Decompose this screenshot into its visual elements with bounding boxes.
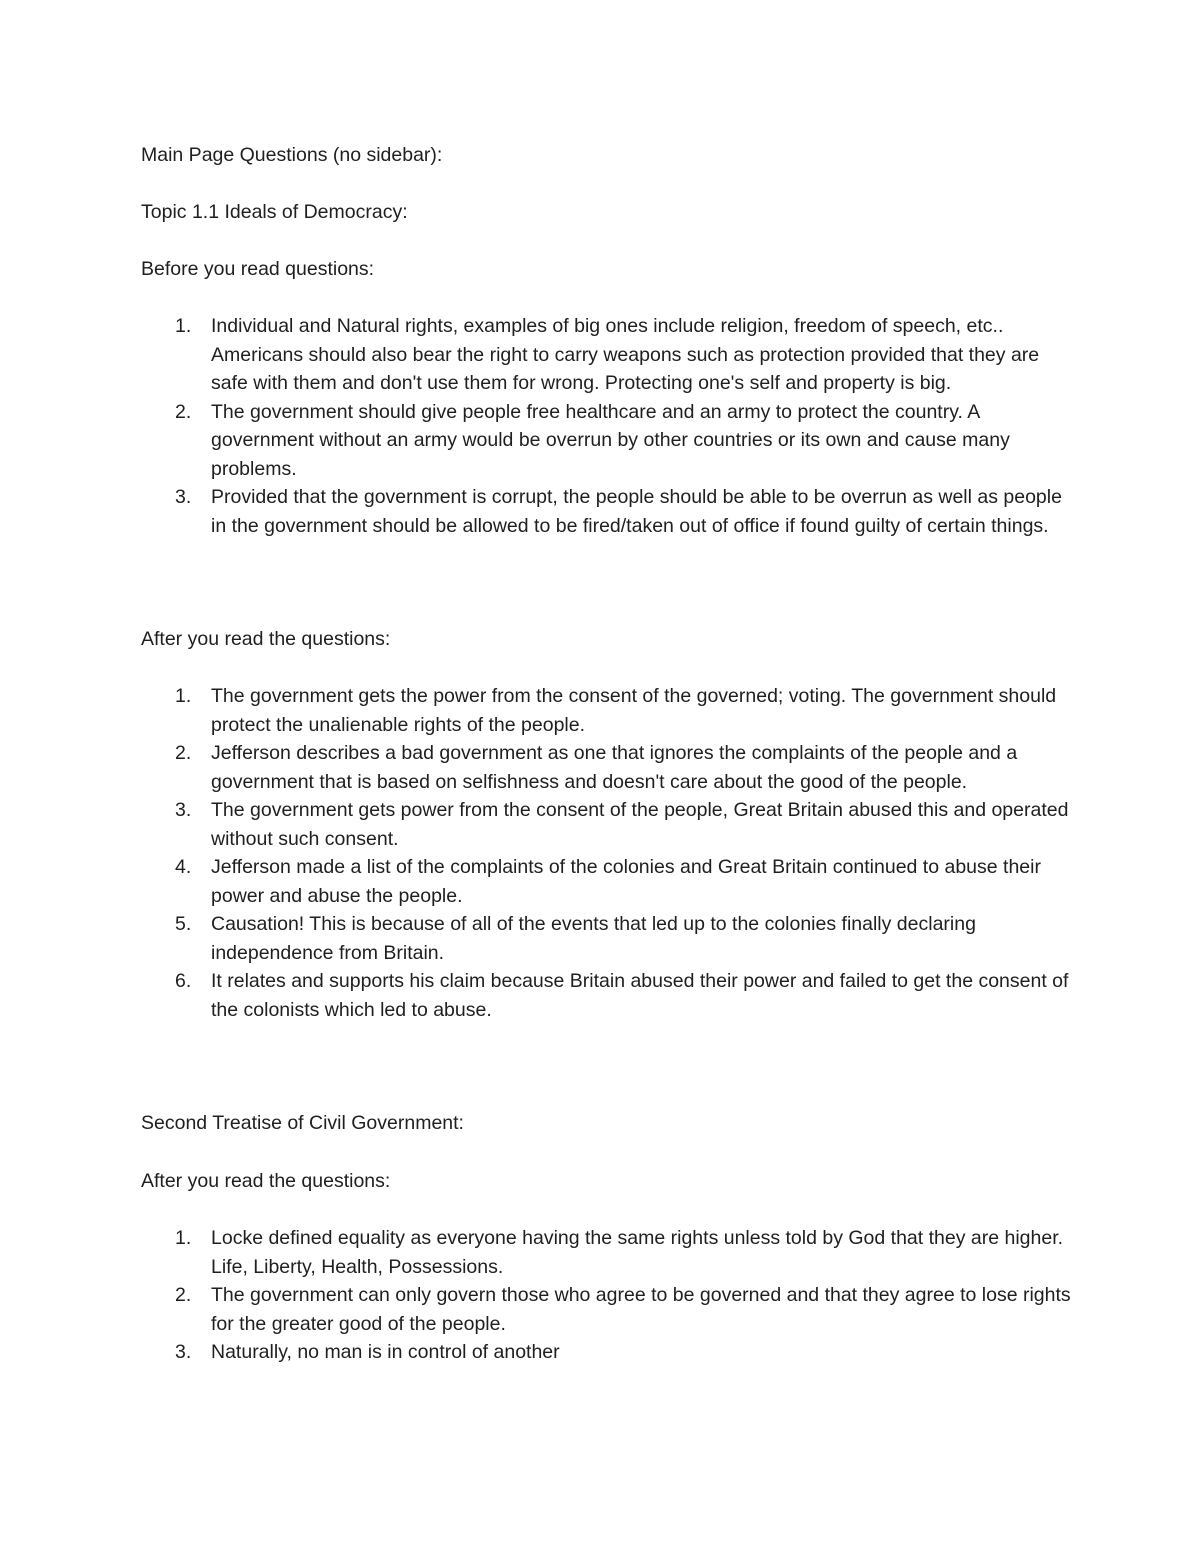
list-number: 2. bbox=[175, 742, 192, 764]
before-read-list bbox=[141, 312, 1081, 540]
treatise-heading: Second Treatise of Civil Government: bbox=[141, 1112, 464, 1134]
list-item-text: Naturally, no man is in control of another bbox=[211, 1341, 560, 1363]
list-item bbox=[141, 682, 1081, 739]
list-item bbox=[141, 398, 1081, 484]
page-heading: Main Page Questions (no sidebar): bbox=[141, 144, 443, 166]
list-item bbox=[141, 1224, 1081, 1281]
list-number: 5. bbox=[175, 913, 192, 935]
list-number: 3. bbox=[175, 486, 192, 508]
list-item-text: Individual and Natural rights, examples of big ones include religion, freedom of speech, etc.. Americans should also bear the right to carry weapons such as protection provided that they are safe with them and don't use them for wrong. Protecting one's self and property is big. bbox=[211, 315, 1040, 394]
list-item bbox=[141, 967, 1081, 1024]
list-item-text: Jefferson describes a bad government as one that ignores the complaints of the people and a government that is based on selfishness and doesn't care about the good of the people. bbox=[211, 742, 1018, 793]
list-number: 2. bbox=[175, 1284, 192, 1306]
list-number: 3. bbox=[175, 1341, 192, 1363]
list-item-text: It relates and supports his claim because Britain abused their power and failed to get the consent of the colonists which led to abuse. bbox=[211, 970, 1069, 1021]
list-item-text: The government should give people free healthcare and an army to protect the country. A government without an army would be overrun by other countries or its own and cause many problems. bbox=[211, 400, 1010, 480]
list-item bbox=[141, 483, 1081, 540]
list-number: 6. bbox=[175, 970, 192, 992]
after-read-label: After you read the questions: bbox=[141, 628, 391, 650]
list-item-text: The government can only govern those who agree to be governed and that they agree to lose rights for the greater good of the people. bbox=[211, 1284, 1071, 1335]
list-number: 2. bbox=[175, 400, 192, 423]
list-item-text: Provided that the government is corrupt, the people should be able to be overrun as well as people in the government should be allowed to be fired/taken out of office if found guilty of certain things. bbox=[211, 486, 1062, 537]
list-item bbox=[141, 312, 1081, 398]
list-item bbox=[141, 910, 1081, 967]
list-item bbox=[141, 796, 1081, 853]
list-item-text: The government gets power from the consent of the people, Great Britain abused this and operated without such consent. bbox=[211, 799, 1069, 850]
list-number: 1. bbox=[175, 315, 192, 337]
list-item-text: Causation! This is because of all of the events that led up to the colonies finally declaring independence from Britain. bbox=[211, 913, 976, 964]
after-read-list bbox=[141, 682, 1081, 1024]
topic-heading: Topic 1.1 Ideals of Democracy: bbox=[141, 201, 408, 223]
list-number: 1. bbox=[175, 1227, 192, 1249]
list-item-text: Jefferson made a list of the complaints of the colonies and Great Britain continued to abuse their power and abuse the people. bbox=[211, 856, 1041, 907]
list-number: 3. bbox=[175, 799, 192, 821]
before-read-label: Before you read questions: bbox=[141, 258, 375, 280]
list-item bbox=[141, 1338, 1081, 1367]
list-item-text: Locke defined equality as everyone having the same rights unless told by God that they are higher. Life, Liberty, Health, Possessions. bbox=[211, 1227, 1064, 1278]
treatise-after-read-list bbox=[141, 1224, 1081, 1367]
list-item bbox=[141, 1281, 1081, 1338]
after-read-label-treatise: After you read the questions: bbox=[141, 1170, 391, 1192]
list-number: 4. bbox=[175, 856, 192, 878]
list-item-text: The government gets the power from the consent of the governed; voting. The government should protect the unalienable rights of the people. bbox=[211, 685, 1057, 736]
list-item bbox=[141, 853, 1081, 910]
list-number: 1. bbox=[175, 685, 192, 707]
list-item bbox=[141, 739, 1081, 796]
